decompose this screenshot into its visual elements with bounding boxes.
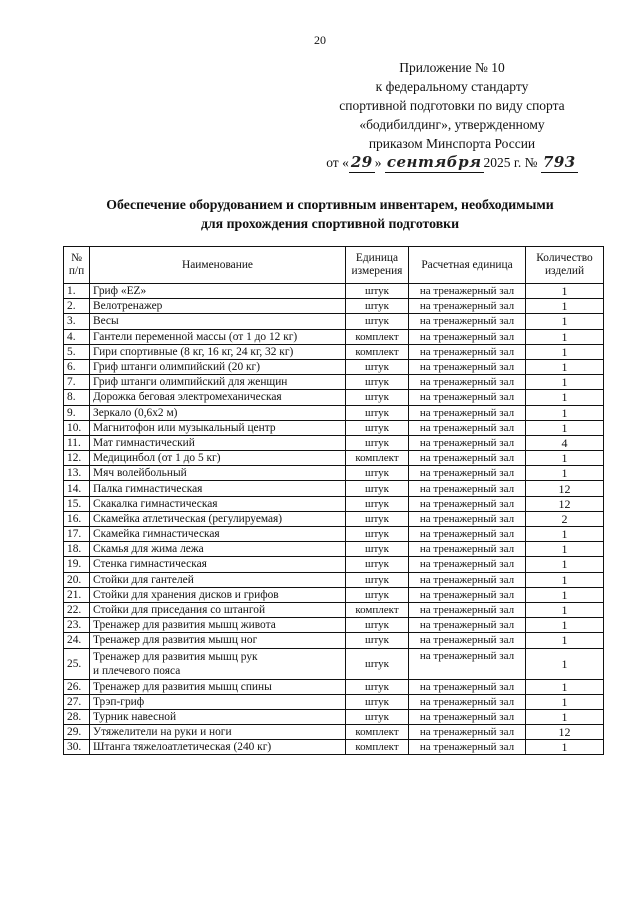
table-row	[64, 618, 604, 633]
row-quantity: 1	[526, 694, 604, 709]
row-name: Скамья для жима лежа	[90, 542, 346, 557]
row-calc-unit: на тренажерный зал	[409, 618, 526, 633]
row-quantity: 12	[526, 481, 604, 496]
row-quantity: 1	[526, 679, 604, 694]
table-row	[64, 466, 604, 481]
row-unit: комплект	[346, 602, 409, 617]
row-unit: штук	[346, 466, 409, 481]
row-name: Гриф штанги олимпийский (20 кг)	[90, 359, 346, 374]
row-calc-unit: на тренажерный зал	[409, 435, 526, 450]
table-row	[64, 648, 604, 679]
row-number: 25.	[64, 648, 90, 679]
row-calc-unit: на тренажерный зал	[409, 542, 526, 557]
row-name-line: и плечевого пояса	[93, 664, 181, 677]
row-name: Штанга тяжелоатлетическая (240 кг)	[90, 740, 346, 755]
row-unit: штук	[346, 618, 409, 633]
row-unit: штук	[346, 648, 409, 679]
table-row	[64, 602, 604, 617]
row-quantity: 1	[526, 557, 604, 572]
row-calc-unit: на тренажерный зал	[409, 466, 526, 481]
row-name: Турник навесной	[90, 709, 346, 724]
row-name: Гриф штанги олимпийский для женщин	[90, 375, 346, 390]
row-name: Магнитофон или музыкальный центр	[90, 420, 346, 435]
row-quantity: 4	[526, 435, 604, 450]
table-row	[64, 375, 604, 390]
row-calc-unit: на тренажерный зал	[409, 299, 526, 314]
row-quantity: 1	[526, 329, 604, 344]
heading-line: для прохождения спортивной подготовки	[200, 216, 460, 231]
row-calc-unit: на тренажерный зал	[409, 527, 526, 542]
row-calc-unit: на тренажерный зал	[409, 725, 526, 740]
table-row	[64, 451, 604, 466]
row-unit: штук	[346, 420, 409, 435]
row-number: 11.	[64, 435, 90, 450]
appendix-line: к федеральному стандарту	[375, 79, 529, 94]
row-unit: штук	[346, 511, 409, 526]
header-quantity: Количество изделий	[526, 247, 604, 284]
row-unit: комплект	[346, 451, 409, 466]
header-number: № п/п	[64, 247, 90, 284]
row-unit: штук	[346, 542, 409, 557]
row-number: 10.	[64, 420, 90, 435]
row-number: 21.	[64, 587, 90, 602]
row-number: 12.	[64, 451, 90, 466]
row-quantity: 1	[526, 451, 604, 466]
table-row	[64, 359, 604, 374]
row-unit: комплект	[346, 329, 409, 344]
row-name: Скамейка гимнастическая	[90, 527, 346, 542]
row-quantity: 1	[526, 405, 604, 420]
table-row	[64, 329, 604, 344]
row-unit: штук	[346, 284, 409, 299]
row-unit: штук	[346, 709, 409, 724]
table-row	[64, 542, 604, 557]
row-quantity: 1	[526, 466, 604, 481]
row-quantity: 1	[526, 359, 604, 374]
row-number: 5.	[64, 344, 90, 359]
row-unit: штук	[346, 481, 409, 496]
table-row	[64, 679, 604, 694]
row-unit: штук	[346, 496, 409, 511]
row-unit: штук	[346, 527, 409, 542]
date-month: сентября	[386, 153, 482, 171]
row-unit: комплект	[346, 740, 409, 755]
row-name: Скамейка атлетическая (регулируемая)	[90, 511, 346, 526]
row-unit: штук	[346, 390, 409, 405]
row-number: 4.	[64, 329, 90, 344]
header-name: Наименование	[90, 247, 346, 284]
row-calc-unit: на тренажерный зал	[409, 451, 526, 466]
row-quantity: 1	[526, 618, 604, 633]
row-quantity: 1	[526, 527, 604, 542]
row-unit: штук	[346, 435, 409, 450]
row-quantity: 1	[526, 375, 604, 390]
row-quantity: 12	[526, 496, 604, 511]
row-quantity: 1	[526, 390, 604, 405]
row-calc-unit: на тренажерный зал	[409, 740, 526, 755]
row-name: Трэп-гриф	[90, 694, 346, 709]
table-row	[64, 299, 604, 314]
appendix-line: спортивной подготовки по виду спорта	[339, 98, 565, 113]
row-name: Гриф «EZ»	[90, 284, 346, 299]
table-row	[64, 709, 604, 724]
row-name: Тренажер для развития мышц спины	[90, 679, 346, 694]
row-calc-unit: на тренажерный зал	[409, 284, 526, 299]
row-calc-unit: на тренажерный зал	[409, 633, 526, 648]
table-row	[64, 284, 604, 299]
row-number: 30.	[64, 740, 90, 755]
row-number: 13.	[64, 466, 90, 481]
row-calc-unit: на тренажерный зал	[409, 572, 526, 587]
row-number: 6.	[64, 359, 90, 374]
row-quantity: 1	[526, 602, 604, 617]
row-calc-unit: на тренажерный зал	[409, 602, 526, 617]
row-calc-unit: на тренажерный зал	[409, 390, 526, 405]
row-quantity: 12	[526, 725, 604, 740]
row-name: Весы	[90, 314, 346, 329]
row-name: Палка гимнастическая	[90, 481, 346, 496]
row-quantity: 1	[526, 344, 604, 359]
row-number: 3.	[64, 314, 90, 329]
header-unit: Единица измерения	[346, 247, 409, 284]
row-number: 26.	[64, 679, 90, 694]
row-name: Тренажер для развития мышц живота	[90, 618, 346, 633]
table-row	[64, 527, 604, 542]
row-number: 14.	[64, 481, 90, 496]
row-unit: штук	[346, 572, 409, 587]
row-name: Стенка гимнастическая	[90, 557, 346, 572]
row-name: Гантели переменной массы (от 1 до 12 кг)	[90, 329, 346, 344]
row-unit: штук	[346, 694, 409, 709]
row-calc-unit: на тренажерный зал	[409, 420, 526, 435]
row-calc-unit: на тренажерный зал	[409, 375, 526, 390]
row-number: 1.	[64, 284, 90, 299]
table-row	[64, 511, 604, 526]
table-row	[64, 435, 604, 450]
row-unit: штук	[346, 633, 409, 648]
appendix-title: Приложение № 10	[399, 60, 505, 75]
row-quantity: 1	[526, 420, 604, 435]
appendix-line: приказом Минспорта России	[368, 136, 536, 151]
table-row	[64, 314, 604, 329]
row-name: Тренажер для развития мышц ног	[90, 633, 346, 648]
row-name: Велотренажер	[90, 299, 346, 314]
table-row	[64, 694, 604, 709]
row-calc-unit: на тренажерный зал	[409, 314, 526, 329]
table-row	[64, 725, 604, 740]
row-number: 24.	[64, 633, 90, 648]
row-number: 18.	[64, 542, 90, 557]
row-name-line: Тренажер для развития мышц рук	[93, 650, 258, 663]
row-quantity: 1	[526, 284, 604, 299]
table-header-row	[64, 247, 604, 284]
row-name: Мяч волейбольный	[90, 466, 346, 481]
row-calc-unit: на тренажерный зал	[409, 481, 526, 496]
row-name: Мат гимнастический	[90, 435, 346, 450]
row-unit: штук	[346, 557, 409, 572]
row-number: 29.	[64, 725, 90, 740]
row-number: 9.	[64, 405, 90, 420]
row-calc-unit: на тренажерный зал	[409, 511, 526, 526]
row-quantity: 1	[526, 587, 604, 602]
row-unit: штук	[346, 314, 409, 329]
row-quantity: 2	[526, 511, 604, 526]
row-calc-unit: на тренажерный зал	[409, 557, 526, 572]
row-calc-unit: на тренажерный зал	[409, 344, 526, 359]
table-row	[64, 481, 604, 496]
header-calc-unit: Расчетная единица	[409, 247, 526, 284]
row-quantity: 1	[526, 314, 604, 329]
row-name: Медицинбол (от 1 до 5 кг)	[90, 451, 346, 466]
row-unit: штук	[346, 679, 409, 694]
row-name: Стойки для хранения дисков и грифов	[90, 587, 346, 602]
row-name: Зеркало (0,6х2 м)	[90, 405, 346, 420]
row-unit: штук	[346, 375, 409, 390]
table-row	[64, 390, 604, 405]
row-number: 8.	[64, 390, 90, 405]
row-calc-unit: на тренажерный зал	[409, 648, 526, 679]
row-number: 23.	[64, 618, 90, 633]
date-year: 2025 г. №	[483, 155, 538, 170]
row-number: 16.	[64, 511, 90, 526]
row-quantity: 1	[526, 299, 604, 314]
row-number: 17.	[64, 527, 90, 542]
row-quantity: 1	[526, 542, 604, 557]
date-day: 29	[350, 153, 373, 171]
row-calc-unit: на тренажерный зал	[409, 405, 526, 420]
row-name: Стойки для приседания со штангой	[90, 602, 346, 617]
row-quantity: 1	[526, 648, 604, 679]
order-date-line	[312, 153, 592, 173]
row-number: 7.	[64, 375, 90, 390]
date-prefix: от «	[326, 155, 349, 170]
appendix-line: «бодибилдинг», утвержденному	[359, 117, 545, 132]
row-quantity: 1	[526, 633, 604, 648]
row-name: Утяжелители на руки и ноги	[90, 725, 346, 740]
row-calc-unit: на тренажерный зал	[409, 694, 526, 709]
row-name: Стойки для гантелей	[90, 572, 346, 587]
row-calc-unit: на тренажерный зал	[409, 496, 526, 511]
row-number: 15.	[64, 496, 90, 511]
row-number: 2.	[64, 299, 90, 314]
row-quantity: 1	[526, 572, 604, 587]
table-row	[64, 405, 604, 420]
row-name: Скакалка гимнастическая	[90, 496, 346, 511]
row-number: 20.	[64, 572, 90, 587]
heading-line: Обеспечение оборудованием и спортивным инвентарем, необходимыми	[106, 197, 554, 212]
table-row	[64, 633, 604, 648]
table-row	[64, 740, 604, 755]
row-number: 19.	[64, 557, 90, 572]
appendix-block	[312, 58, 592, 173]
row-unit: комплект	[346, 725, 409, 740]
row-unit: штук	[346, 405, 409, 420]
row-unit: штук	[346, 359, 409, 374]
table-row	[64, 496, 604, 511]
row-quantity: 1	[526, 740, 604, 755]
equipment-table	[63, 246, 604, 755]
table-row	[64, 420, 604, 435]
row-calc-unit: на тренажерный зал	[409, 329, 526, 344]
row-calc-unit: на тренажерный зал	[409, 587, 526, 602]
row-calc-unit: на тренажерный зал	[409, 679, 526, 694]
row-calc-unit: на тренажерный зал	[409, 709, 526, 724]
table-row	[64, 587, 604, 602]
table-row	[64, 344, 604, 359]
row-calc-unit: на тренажерный зал	[409, 359, 526, 374]
row-unit: комплект	[346, 344, 409, 359]
row-unit: штук	[346, 587, 409, 602]
order-number: 793	[542, 153, 576, 171]
row-number: 27.	[64, 694, 90, 709]
table-row	[64, 557, 604, 572]
row-number: 22.	[64, 602, 90, 617]
row-quantity: 1	[526, 709, 604, 724]
row-name: Гири спортивные (8 кг, 16 кг, 24 кг, 32 кг)	[90, 344, 346, 359]
row-unit: штук	[346, 299, 409, 314]
row-number: 28.	[64, 709, 90, 724]
row-name: Дорожка беговая электромеханическая	[90, 390, 346, 405]
page-number: 20	[314, 33, 326, 47]
row-name	[90, 648, 346, 679]
table-row	[64, 572, 604, 587]
date-mid: »	[374, 155, 382, 170]
document-heading	[60, 195, 600, 233]
